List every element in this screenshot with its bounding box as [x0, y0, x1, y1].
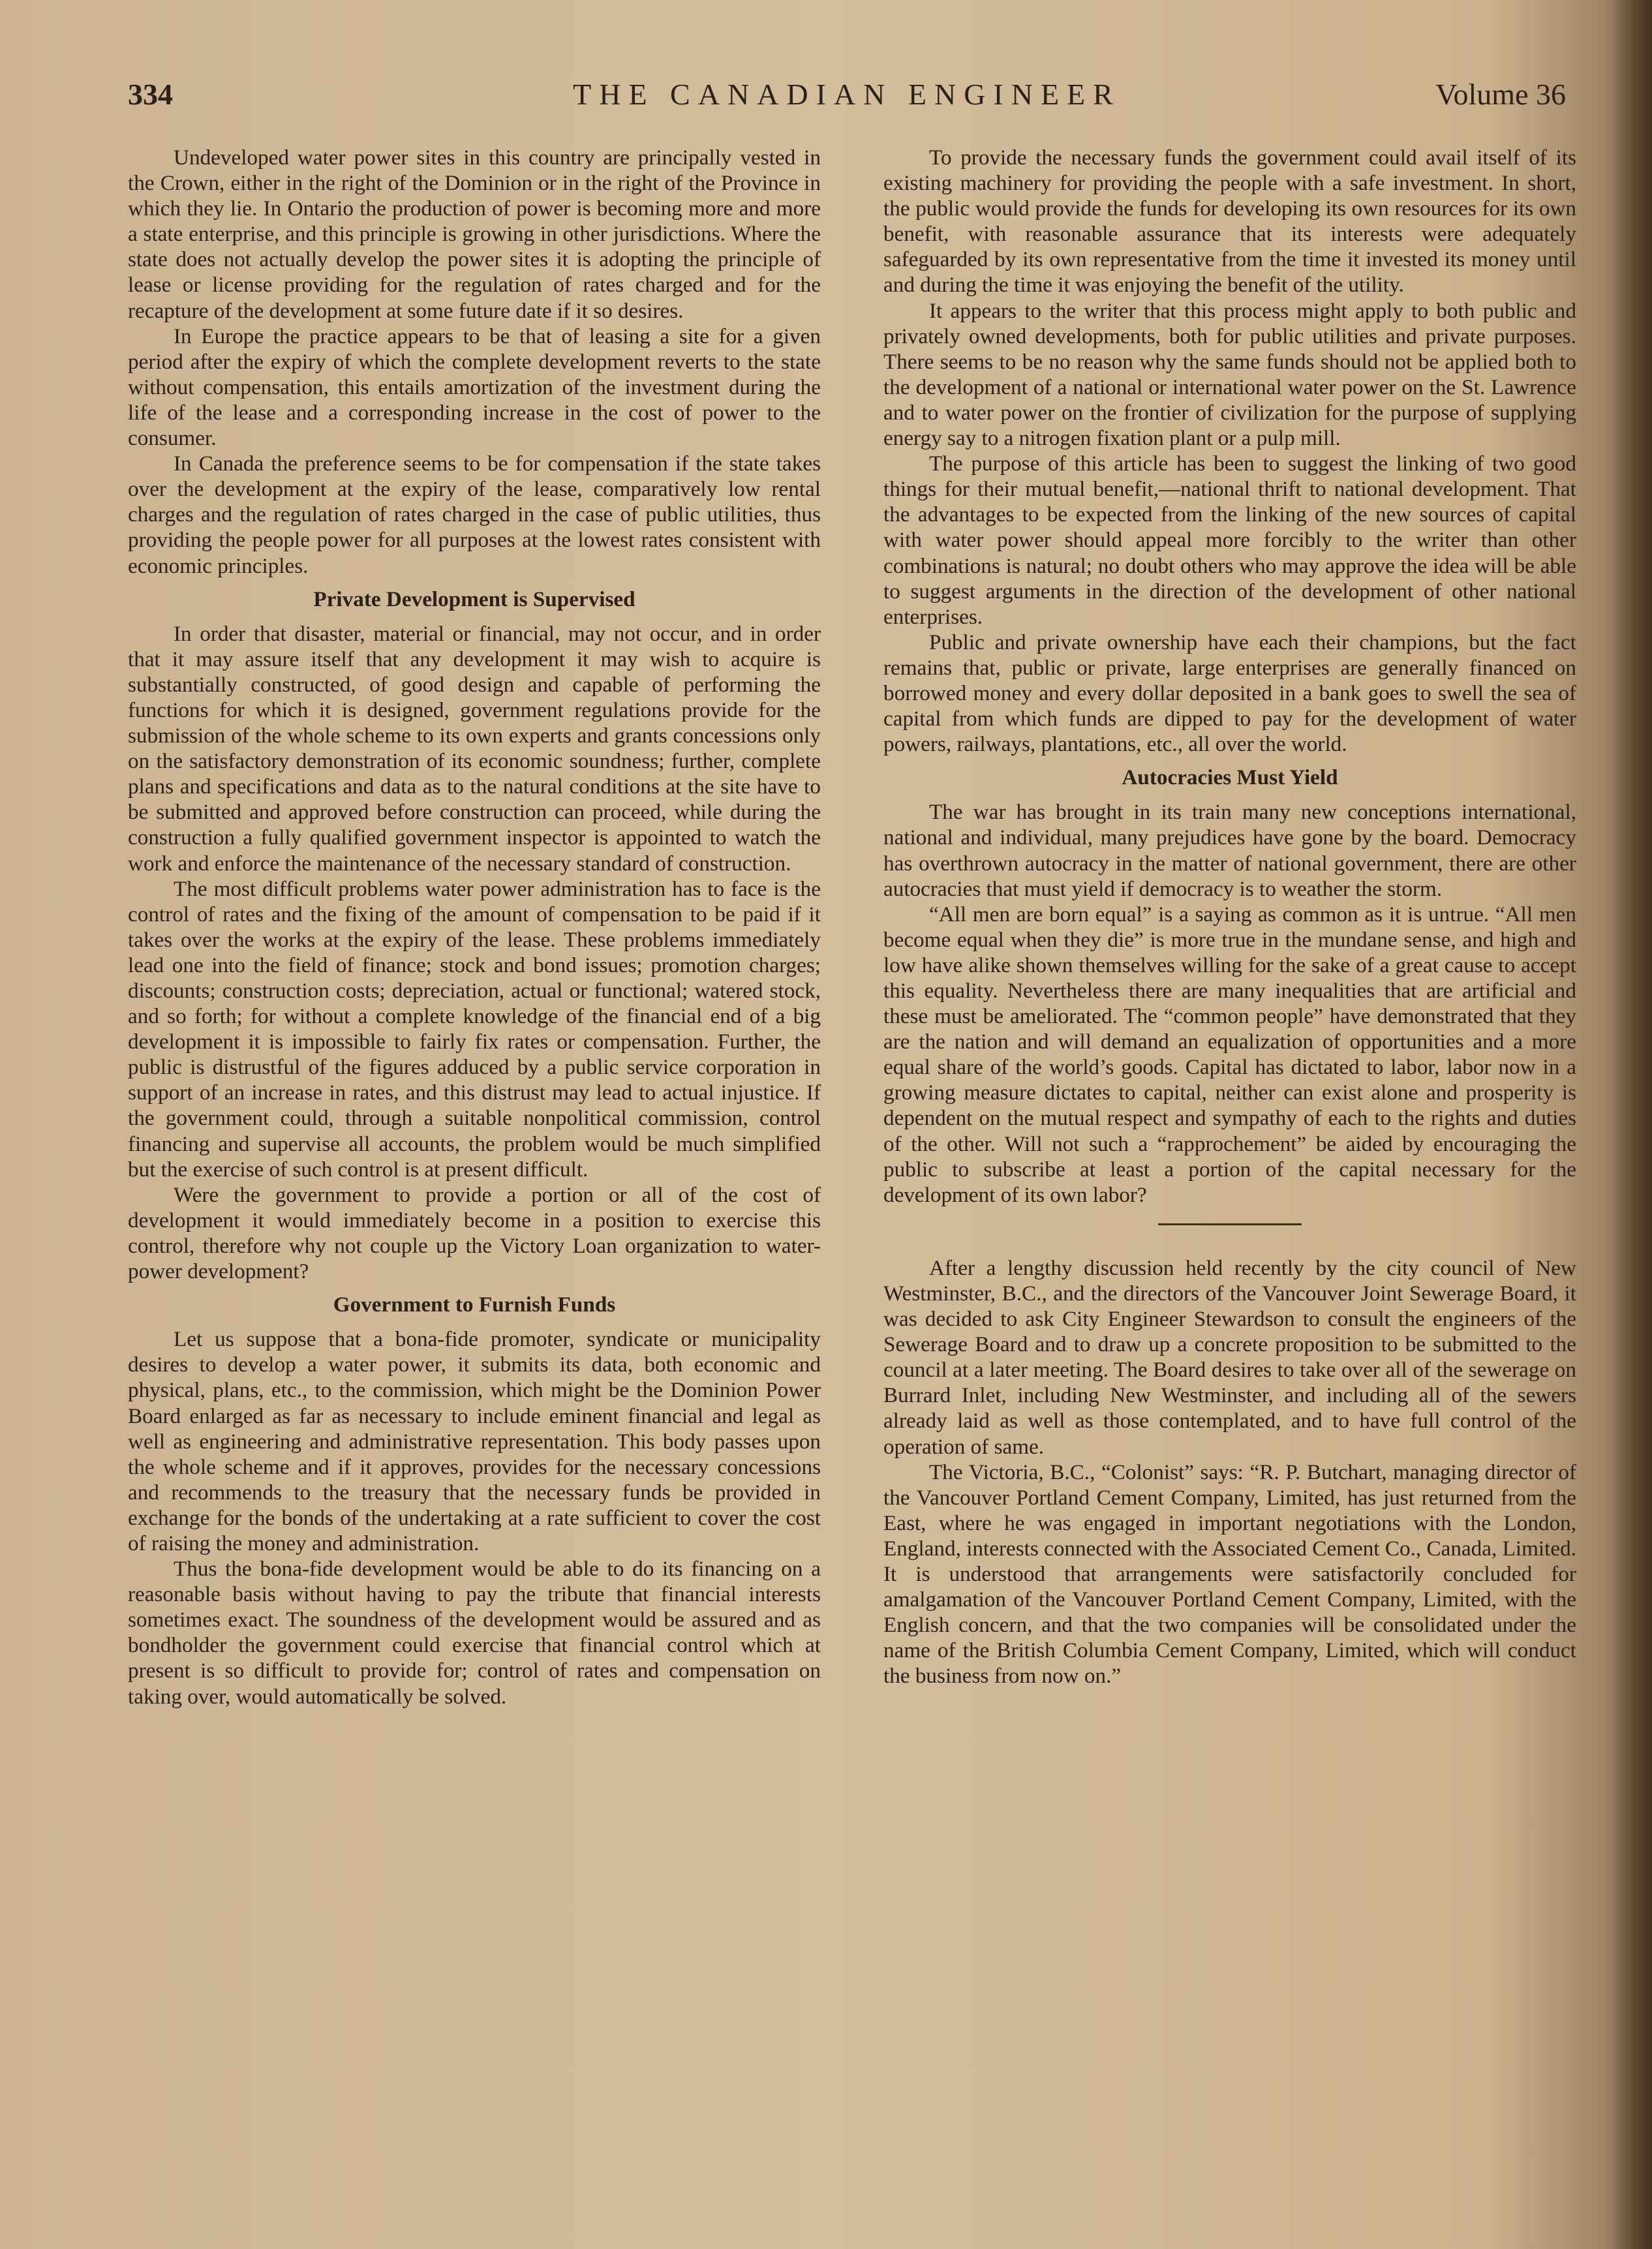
- paragraph: The purpose of this article has been to suggest the linking of two good things for their mutual benefit,—national thrift to national development. That the advantages to be expected from the linking of the new sources of capital with water power should appeal more forcibly to the writer than other combinations is natural; no doubt others who may approve the idea will be able to suggest arguments in the direction of the development of other national enterprises.: [883, 451, 1576, 629]
- paragraph: In Canada the preference seems to be for compensation if the state takes over the development at the expiry of the lease, comparatively low rental charges and the regulation of rates charged in the case of public utilities, thus providing the people power for all purposes at the lowest rates consistent with economic principles.: [128, 451, 821, 578]
- paragraph: In order that disaster, material or financial, may not occur, and in order that it may assure itself that any development it may wish to acquire is substantially constructed, of good design and capable of performing the functions for which it is designed, government regulations provide for the submission of the whole scheme to its own experts and grants concessions only on the satisfactory demonstration of its economic soundness; further, complete plans and specifications and data as to the natural conditions at the site have to be submitted and approved before construction can proceed, while during the construction a fully qualified government inspector is appointed to watch the work and enforce the maintenance of the necessary standard of construction.: [128, 621, 821, 876]
- paragraph: “All men are born equal” is a saying as common as it is untrue. “All men become equal when they die” is more true in the mundane sense, and high and low have alike shown themselves willing for the sake of a great cause to accept this equality. Nevertheless there are many inequalities that are artificial and these must be ameliorated. The “common people” have demonstrated that they are the nation and will demand an equalization of opportunities and a more equal share of the world’s goods. Capital has dictated to labor, labor now in a growing measure dictates to capital, neither can exist alone and prosperity is dependent on the mutual respect and sympathy of each to the rights and duties of the other. Will not such a “rapprochement” be aided by encouraging the public to subscribe at least a portion of the capital necessary for the development of its own labor?: [883, 902, 1576, 1207]
- section-divider: [1158, 1223, 1302, 1225]
- right-column: [883, 145, 1576, 1689]
- page-header: [128, 77, 1566, 116]
- paragraph: It appears to the writer that this process might apply to both public and privately owned developments, both for public utilities and private purposes. There seems to be no reason why the same funds should not be applied both to the development of a national or international water power on the St. Lawrence and to water power on the frontier of civilization for the purpose of supplying energy say to a nitrogen fixation plant or a pulp mill.: [883, 298, 1576, 451]
- paragraph: Thus the bona-fide development would be able to do its financing on a reasonable basis without having to pay the tribute that financial interests sometimes exact. The soundness of the development would be assured and as bondholder the government could exercise that financial control which at present is so difficult to provide for; control of rates and compensation on taking over, would automatically be solved.: [128, 1557, 821, 1709]
- paragraph: Undeveloped water power sites in this country are principally vested in the Crown, either in the right of the Dominion or in the right of the Province in which they lie. In Ontario the production of power is becoming more and more a state enterprise, and this principle is growing in other jurisdictions. Where the state does not actually develop the power sites it is adopting the principle of lease or license providing for the regulation of rates charged and for the recapture of the development at some future date if it so desires.: [128, 145, 821, 323]
- left-column: [128, 145, 821, 1709]
- paragraph: Were the government to provide a portion or all of the cost of development it would immediately become in a position to exercise this control, therefore why not couple up the Victory Loan organization to water-power development?: [128, 1182, 821, 1284]
- paragraph: To provide the necessary funds the government could avail itself of its existing machinery for providing the people with a safe investment. In short, the public would provide the funds for developing its own resources for its own benefit, with reasonable assurance that its interests were adequately safeguarded by its own representative from the time it invested its money until and during the time it was enjoying the benefit of the utility.: [883, 145, 1576, 298]
- paragraph: Public and private ownership have each their champions, but the fact remains that, public or private, large enterprises are generally financed on borrowed money and every dollar deposited in a bank goes to swell the sea of capital from which funds are dipped to pay for the development of water powers, railways, plantations, etc., all over the world.: [883, 630, 1576, 757]
- section-heading: Autocracies Must Yield: [1122, 765, 1338, 790]
- page-number: 334: [128, 78, 173, 111]
- paragraph: The war has brought in its train many new conceptions international, national and individual, many prejudices have gone by the board. Democracy has overthrown autocracy in the matter of national government, there are other autocracies that must yield if democracy is to weather the storm.: [883, 800, 1576, 901]
- journal-title: THE CANADIAN ENGINEER: [573, 78, 1121, 111]
- binding-shadow: [1613, 0, 1652, 2249]
- paragraph: Let us suppose that a bona-fide promoter, syndicate or municipality desires to develop a water power, it submits its data, both economic and physical, plans, etc., to the commission, which might be the Dominion Power Board enlarged as far as necessary to include eminent financial and legal as well as engineering and administrative representation. This body passes upon the whole scheme and if it approves, provides for the necessary concessions and recommends to the treasury that the necessary funds be provided in exchange for the bonds of the undertaking at a rate sufficient to cover the cost of raising the money and administration.: [128, 1327, 821, 1555]
- section-heading: Government to Furnish Funds: [333, 1293, 616, 1317]
- paragraph: In Europe the practice appears to be that of leasing a site for a given period after the expiry of which the complete development reverts to the state without compensation, this entails amortization of the investment during the life of the lease and a corresponding increase in the cost of power to the consumer.: [128, 324, 821, 451]
- section-heading: Private Development is Supervised: [313, 587, 635, 611]
- paragraph: The most difficult problems water power administration has to face is the control of rates and the fixing of the amount of compensation to be paid if it takes over the works at the expiry of the lease. These problems immediately lead one into the field of finance; stock and bond issues; promotion charges; discounts; construction costs; depreciation, actual or functional; watered stock, and so forth; for without a complete knowledge of the financial end of a big development it is impossible to fairly fix rates or compensation. Further, the public is distrustful of the figures adduced by a public service corporation in support of an increase in rates, and this distrust may lead to actual injustice. If the government could, through a suitable nonpolitical commission, control financing and supervise all accounts, the problem would be much simplified but the exercise of such control is at present difficult.: [128, 876, 821, 1182]
- paragraph: The Victoria, B.C., “Colonist” says: “R. P. Butchart, managing director of the Vancouver Portland Cement Company, Limited, has just returned from the East, where he was engaged in important negotiations with the London, England, interests connected with the Associated Cement Co., Canada, Limited. It is understood that arrangements were satisfactorily concluded for amalgamation of the Vancouver Portland Cement Company, Limited, with the English concern, and that the two companies will be consolidated under the name of the British Columbia Cement Company, Limited, which will conduct the business from now on.”: [883, 1460, 1576, 1689]
- volume-label: Volume 36: [1435, 78, 1566, 111]
- paragraph: After a lengthy discussion held recently by the city council of New Westminster, B.C., and the directors of the Vancouver Joint Sewerage Board, it was decided to ask City Engineer Stewardson to consult the engineers of the Sewerage Board and to draw up a concrete proposition to be submitted to the council at a later meeting. The Board desires to take over all of the sewerage on Burrard Inlet, including New Westminster, and including all of the sewers already laid as well as those contemplated, and to have full control of the operation of same.: [883, 1255, 1576, 1459]
